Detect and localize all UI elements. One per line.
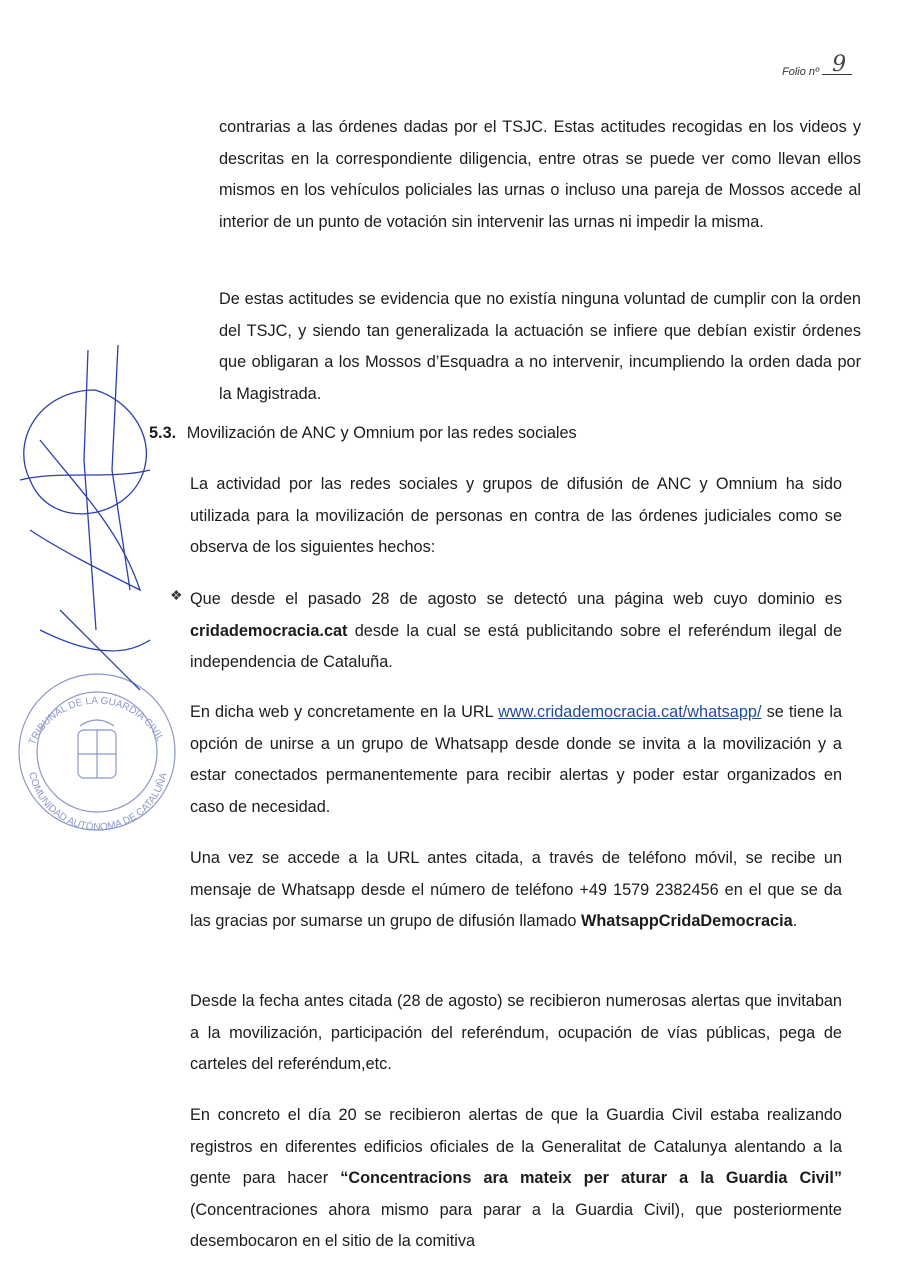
domain-bold: cridademocracia.cat: [190, 621, 348, 640]
folio-header: [782, 52, 852, 78]
p6-text-a: Una vez se accede a la URL antes citada, a través de teléfono móvil, se recibe un mensaje de Whatsapp desde el número de teléfono +49 1579 2382456 en el que se da las gracias por sumarse un grupo de difusión llamado: [190, 849, 842, 930]
p6-text-b: .: [792, 912, 798, 930]
p8-text-a: En concreto el día 20 se recibieron alertas de que la Guardia Civil estaba realizando registros en diferentes edificios oficiales de la Generalitat de Catalunya alentando a la gente para hacer: [190, 1106, 842, 1187]
stamp-ring-text-bottom: COMUNIDAD AUTÓNOMA DE CATALUÑA: [26, 771, 170, 834]
p4-text-a: Que desde el pasado 28 de agosto se detectó una página web cuyo dominio es: [190, 590, 842, 608]
group-name-bold: WhatsappCridaDemocracia: [580, 912, 793, 930]
paragraph-6: [190, 843, 842, 938]
folio-number: 9: [832, 52, 847, 77]
section-title: Movilización de ANC y Omnium por las redes sociales: [186, 424, 577, 442]
bullet-icon: ❖: [170, 587, 183, 603]
p5-text-a: En dicha web y concretamente en la URL: [190, 703, 499, 721]
p5-text-b: se tiene la opción de unirse a un grupo de Whatsapp desde donde se invita a la movilización y a estar conectados permanentemente para recibir alertas y poder estar organizados en caso de necesidad.: [190, 703, 842, 816]
paragraph-1: contrarias a las órdenes dadas por el TSJC. Estas actitudes recogidas en los videos y descritas en la correspondiente diligencia, entre otras se puede ver como llevan ellos mismos en los vehículos policiales las urnas o incluso una pareja de Mossos accede al interior de un punto de votación sin intervenir las urnas ni impedir la misma.: [219, 118, 861, 231]
folio-number-line: [822, 52, 852, 77]
stamp-ring-text-top: TRIBUNAL DE LA GUARDIA CIVIL: [26, 695, 166, 747]
paragraph-7: Desde la fecha antes citada (28 de agosto) se recibieron numerosas alertas que invitaban a la movilización, participación del referéndum, ocupación de vías públicas, pega de carteles del referéndum,etc.: [190, 992, 842, 1073]
paragraph-4: [190, 584, 842, 679]
handwritten-signature: [20, 345, 150, 690]
p8-text-b: (Concentraciones ahora mismo para parar a la Guardia Civil), que posteriormente desembocaron en el sitio de la comitiva: [190, 1200, 842, 1250]
section-heading: [149, 421, 577, 445]
paragraph-3: La actividad por las redes sociales y grupos de difusión de ANC y Omnium ha sido utilizada para la movilización de personas en contra de las órdenes judiciales como se observa de los siguientes hechos:: [190, 475, 842, 556]
quote-bold: “Concentracions ara mateix per aturar a la Guardia Civil”: [340, 1169, 842, 1187]
p4-text-b: desde la cual se está publicitando sobre el referéndum ilegal de independencia de Cataluña.: [190, 621, 842, 671]
paragraph-8: [190, 1100, 842, 1258]
folio-label: Folio nº: [782, 66, 820, 78]
section-number: 5.3.: [149, 424, 177, 442]
paragraph-5: [190, 697, 842, 823]
paragraph-2: De estas actitudes se evidencia que no existía ninguna voluntad de cumplir con la orden del TSJC, y siendo tan generalizada la actuación se infiere que debían existir órdenes que obligaran a los Mossos d’Esquadra a no intervenir, incumpliendo la orden dada por la Magistrada.: [219, 290, 861, 403]
whatsapp-url-link[interactable]: www.cridademocracia.cat/whatsapp/: [498, 703, 762, 721]
